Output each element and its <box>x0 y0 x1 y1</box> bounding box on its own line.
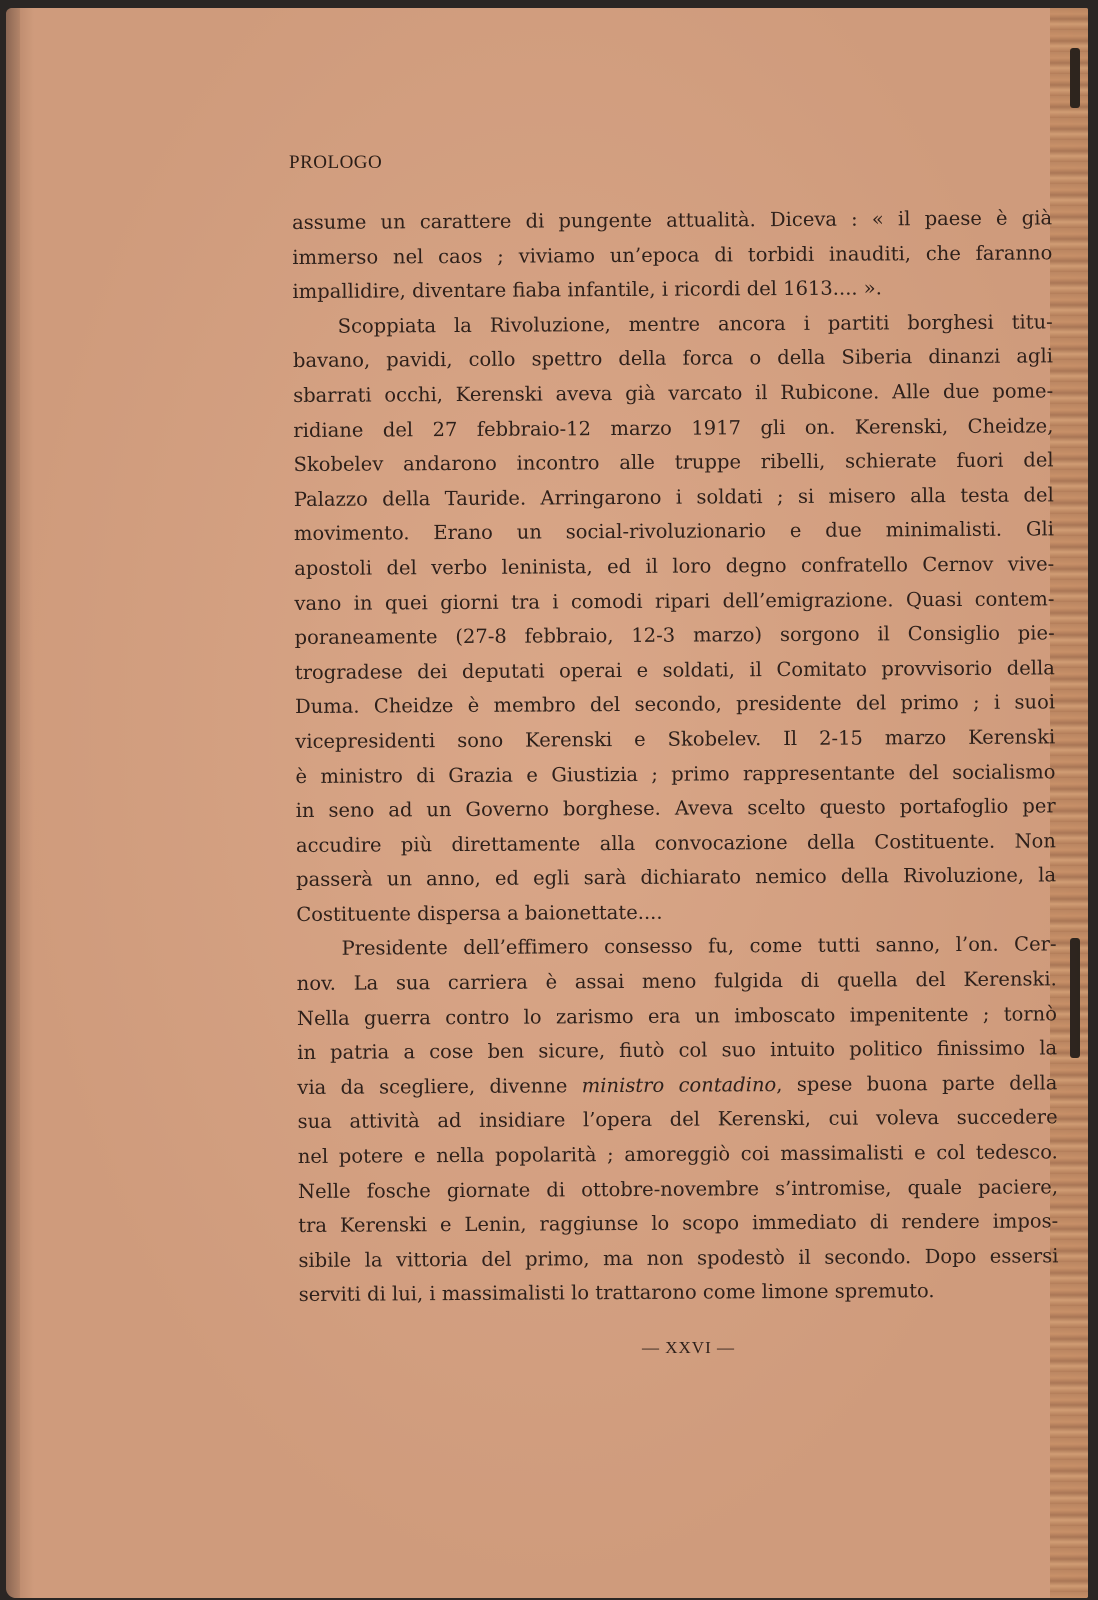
body-text <box>292 201 1059 1313</box>
text-line: sibile la vittoria del primo, ma non spodestò il secondo. Dopo essersi <box>298 1244 1059 1272</box>
text-line: Scoppiata la Rivoluzione, mentre ancora i partiti borghesi titu- <box>337 310 1053 338</box>
text-line: impallidire, diventare fiaba infantile, i ricordi del 1613.... ». <box>292 276 882 304</box>
text-line: via da scegliere, divenne ministro contadino, spese buona parte della <box>297 1071 1058 1099</box>
text-line: vano in quei giorni tra i comodi ripari dell’emigrazione. Quasi contem- <box>294 586 1055 615</box>
text-line: bavano, pavidi, collo spettro della forca o della Siberia dinanzi agli <box>292 344 1054 373</box>
paragraph <box>292 201 1053 309</box>
text-line: sbarrati occhi, Kerenski aveva già varcato il Rubicone. Alle due pome- <box>293 379 1054 407</box>
text-line: Duma. Cheidze è membro del secondo, presidente del primo ; i suoi <box>294 690 1056 719</box>
text-line: Nelle fosche giornate di ottobre-novembre s’intromise, quale paciere, <box>297 1174 1059 1203</box>
edge-mark <box>1070 48 1080 108</box>
text-line: ridiane del 27 febbraio-12 marzo 1917 gli on. Kerenski, Cheidze, <box>293 413 1054 442</box>
text-line: Presidente dell’effimero consesso fu, come tutti sanno, l’on. Cer- <box>341 932 1057 961</box>
text-line: passerà un anno, ed egli sarà dichiarato nemico della Rivoluzione, la <box>296 863 1057 892</box>
text-line: sua attività ad insidiare l’opera del Kerenski, cui voleva succedere <box>297 1105 1058 1134</box>
binding-shadow <box>6 8 20 1598</box>
page-edge <box>1050 8 1088 1598</box>
text-line: Skobelev andarono incontro alle truppe ribelli, schierate fuori del <box>293 448 1054 477</box>
text-line: immerso nel caos ; viviamo un’epoca di torbidi inauditi, che faranno <box>292 240 1053 269</box>
text-line: Nella guerra contro lo zarismo era un imboscato impenitente ; tornò <box>296 1001 1058 1030</box>
paragraph <box>293 305 1057 932</box>
text-line: serviti di lui, i massimalisti lo trattarono come limone spremuto. <box>298 1279 935 1307</box>
text-line: nel potere e nella popolarità ; amoreggiò coi massimalisti e col tedesco. <box>297 1140 1058 1169</box>
text-line: nov. La sua carriera è assai meno fulgida di quella del Kerenski. <box>296 967 1057 996</box>
text-line: accudire più direttamente alla convocazione della Costituente. Non <box>295 829 1056 857</box>
edge-mark <box>1070 938 1080 1058</box>
text-line: in seno ad un Governo borghese. Aveva scelto questo portafoglio per <box>295 794 1056 823</box>
paragraph <box>296 928 1058 1313</box>
text-line: apostoli del verbo leninista, ed il loro degno confratello Cernov vive- <box>294 552 1055 580</box>
text-line: poraneamente (27-8 febbraio, 12-3 marzo) sorgono il Consiglio pie- <box>294 621 1055 650</box>
book-page <box>6 8 1088 1598</box>
text-line: in patria a cose ben sicure, fiutò col suo intuito politico finissimo la <box>297 1036 1058 1065</box>
text-line: è ministro di Grazia e Giustizia ; primo rappresentante del socialismo <box>295 759 1056 788</box>
text-line: Palazzo della Tauride. Arringarono i soldati ; si misero alla testa del <box>293 483 1054 511</box>
text-line: assume un carattere di pungente attualità. Diceva : « il paese è già <box>292 206 1053 234</box>
page-number: — XXVI — <box>642 1338 735 1357</box>
text-line: vicepresidenti sono Kerenski e Skobelev. Il 2-15 marzo Kerenski <box>295 725 1056 753</box>
text-line: tra Kerenski e Lenin, raggiunse lo scopo immediato di rendere impos- <box>298 1209 1059 1238</box>
text-line: movimento. Erano un social-rivoluzionario e due minimalisti. Gli <box>293 517 1055 546</box>
text-line: trogradese dei deputati operai e soldati, il Comitato provvisorio della <box>294 656 1055 684</box>
text-line: Costituente dispersa a baionettate.... <box>296 900 663 926</box>
running-head: PROLOGO <box>289 152 383 173</box>
